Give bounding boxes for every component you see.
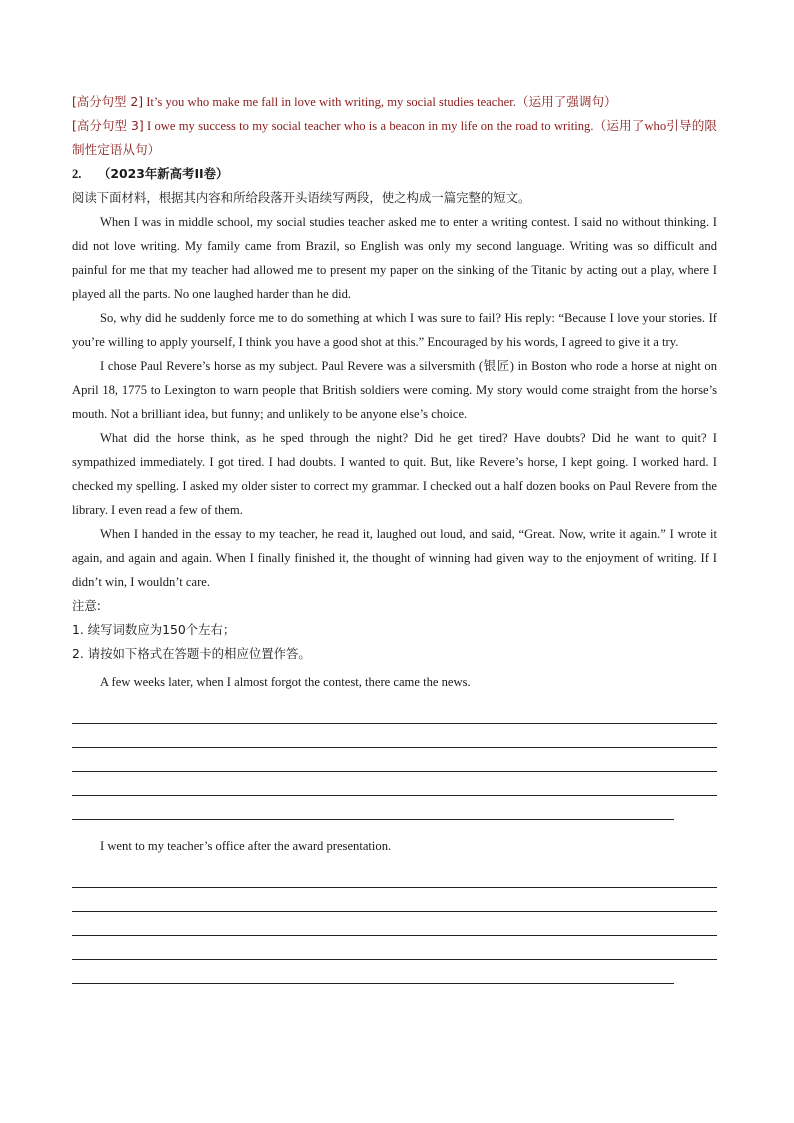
answer-line[interactable] [72,772,717,796]
question-number: 2. [72,167,82,181]
sentence-text: It’s you who make me fall in love with writing, my social studies teacher.（运用了强调句） [143,95,617,109]
passage-paragraph-5: When I handed in the essay to my teacher, he read it, laughed out loud, and said, “Great. Now, write it again.” I wrote it again, and again and again. When I finally finished it, the thought of winning had given way to the enjoyment of writing. If I didn’t win, I wouldn’t care. [72,527,717,589]
answer-line[interactable] [72,700,717,724]
document-page [72,90,717,984]
continuation-prompt-2: I went to my teacher’s office after the award presentation. [100,839,392,853]
continuation-prompt-1: A few weeks later, when I almost forgot the contest, there came the news. [100,675,471,689]
sentence-label: [高分句型 3] [72,118,144,133]
answer-lines-1 [72,700,717,820]
passage-paragraph-4: What did the horse think, as he sped through the night? Did he get tired? Have doubts? Did he want to quit? I sympathized immediately. I got tired. I had doubts. I wanted to quit. But, like Revere’s horse, I kept going. I worked hard. I checked my spelling. I asked my older sister to correct my grammar. I checked out a half dozen books on Paul Revere from the library. I even read a few of them. [72,431,717,517]
high-score-sentence-2 [72,90,717,114]
answer-line[interactable] [72,748,717,772]
passage-paragraph-2: So, why did he suddenly force me to do something at which I was sure to fail? His reply: “Because I love your stories. If you’re willing to apply yourself, I think you have a good shot at this.” Encouraged by his words, I agreed to give it a try. [72,311,717,349]
answer-line[interactable] [72,864,717,888]
high-score-sentence-3 [72,114,717,162]
answer-line[interactable] [72,936,717,960]
sentence-label: [高分句型 2] [72,94,144,109]
sentence-text: I owe my success to my social teacher who is a beacon in my life on the road to writing.（运用了who引导的限制性定语从句） [72,119,717,157]
question-heading [72,162,717,186]
answer-line[interactable] [72,796,674,820]
passage-paragraph-1: When I was in middle school, my social studies teacher asked me to enter a writing contest. I said no without thinking. I did not love writing. My family came from Brazil, so English was only my second language. Writing was so difficult and painful for me that my teacher had allowed me to present my paper on the sinking of the Titanic by acting out a play, where I played all the parts. No one laughed harder than he did. [72,215,717,301]
note-2: 2. 请按如下格式在答题卡的相应位置作答。 [72,646,311,661]
answer-line[interactable] [72,960,674,984]
note-1: 1. 续写词数应为150个左右； [72,622,236,637]
question-instruction: 阅读下面材料，根据其内容和所给段落开头语续写两段，使之构成一篇完整的短文。 [72,190,531,205]
answer-lines-2 [72,864,717,984]
notes-title: 注意: [72,598,101,613]
answer-line[interactable] [72,912,717,936]
passage-paragraph-3: I chose Paul Revere’s horse as my subject. Paul Revere was a silversmith (银匠) in Boston who rode a horse at night on April 18, 1775 to Lexington to warn people that British soldiers were coming. My story would come straight from the horse’s mouth. Not a brilliant idea, but funny; and unlikely to be anyone else’s choice. [72,359,717,421]
question-source: （2023年新高考II卷） [98,166,229,181]
answer-line[interactable] [72,888,717,912]
answer-line[interactable] [72,724,717,748]
